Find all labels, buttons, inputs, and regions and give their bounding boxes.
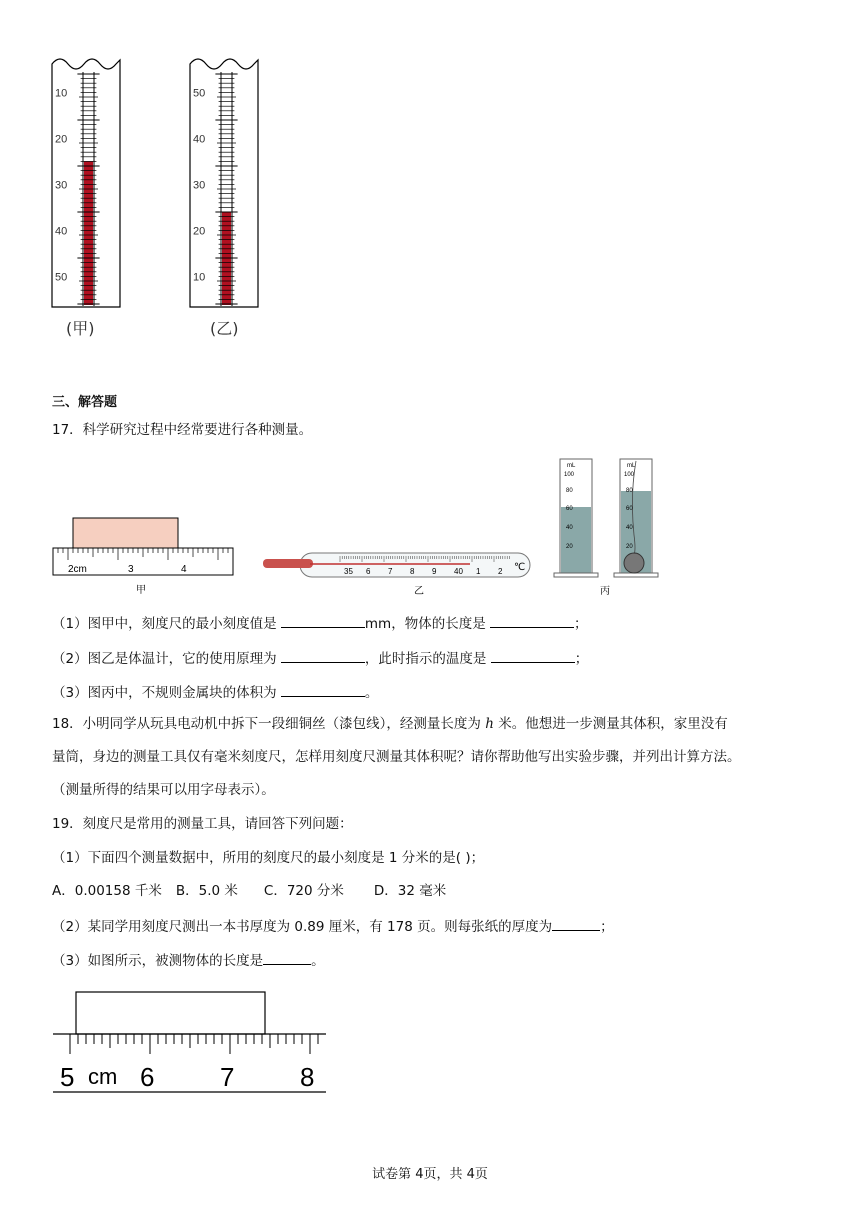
svg-text:20: 20 (626, 544, 633, 550)
cylinder-right (614, 459, 658, 577)
fig-caption-yi: 乙 (414, 586, 424, 597)
thermometer-jia (52, 59, 120, 307)
ruler-label-cm: cm (88, 1064, 118, 1089)
svg-text:100: 100 (564, 472, 575, 478)
scale-label: 50 (55, 271, 68, 284)
ruler-label-6: 6 (140, 1062, 155, 1092)
ruler-label-8: 8 (300, 1062, 315, 1092)
page-footer: 试卷第 4页，共 4页 (372, 1167, 488, 1182)
thermometer-jia-label: (甲) (66, 319, 95, 338)
scale-label: 30 (193, 179, 206, 192)
section-title: 三、解答题 (52, 395, 118, 410)
ruler-label-3: 3 (128, 564, 134, 575)
svg-text:80: 80 (626, 488, 633, 494)
svg-text:mL: mL (627, 463, 636, 469)
scale-label: 40 (193, 133, 206, 146)
ruler-label-7: 7 (220, 1062, 235, 1092)
scale-label: 10 (55, 87, 68, 100)
q19-options (52, 882, 446, 900)
scale-label: 2 (498, 567, 503, 576)
scale-label: 20 (193, 225, 206, 238)
svg-text:20: 20 (566, 544, 573, 550)
ruler-label-4: 4 (181, 564, 187, 575)
scale-label: 50 (193, 87, 206, 100)
scale-label: 8 (410, 567, 415, 576)
answer-blank[interactable] (491, 648, 575, 663)
option-c[interactable]: C．720 分米 (263, 883, 344, 899)
svg-text:40: 40 (626, 525, 633, 531)
answer-blank[interactable] (263, 950, 311, 965)
q17-cylinders (552, 455, 662, 597)
scale-label: 7 (388, 567, 393, 576)
metal-block (624, 553, 644, 573)
q17-ruler-figure (50, 515, 240, 595)
ruler-label-2cm: 2cm (68, 564, 87, 575)
q18-line2: 量筒，身边的测量工具仅有毫米刻度尺，怎样用刻度尺测量其体积呢？请你帮助他写出实验步骤，并列出计算方法。 (52, 749, 741, 765)
scale-label: 35 (344, 567, 353, 576)
answer-blank[interactable] (281, 648, 365, 663)
option-a[interactable]: A．0.00158 千米 (52, 883, 162, 899)
fig-caption-bing: 丙 (600, 586, 610, 597)
clinical-unit: ℃ (514, 562, 526, 573)
q19-part3: （3）如图所示，被测物体的长度是 。 (52, 950, 325, 970)
svg-text:60: 60 (566, 506, 573, 512)
scale-label: 1 (476, 567, 481, 576)
q17-part2: （2）图乙是体温计，它的使用原理为 ，此时指示的温度是 ； (52, 648, 588, 668)
thermometer-yi-label: (乙) (210, 319, 239, 338)
answer-blank[interactable] (281, 613, 365, 628)
svg-text:mL: mL (567, 463, 576, 469)
answer-blank[interactable] (490, 613, 574, 628)
svg-text:80: 80 (566, 488, 573, 494)
cylinder-left (554, 459, 598, 577)
answer-blank[interactable] (281, 682, 365, 697)
fig-caption-jia: 甲 (136, 585, 146, 595)
q18-line3: （测量所得的结果可以用字母表示）。 (52, 782, 275, 798)
measured-block (73, 518, 178, 548)
scale-label: 10 (193, 271, 206, 284)
liquid-column-jia (84, 161, 93, 305)
scale-label: 40 (55, 225, 68, 238)
ruler-label-5: 5 (60, 1062, 75, 1092)
q17-part1: （1）图甲中，刻度尺的最小刻度值是 mm，物体的长度是 ； (52, 613, 587, 633)
q19-stem: 19．刻度尺是常用的测量工具，请回答下列问题： (52, 816, 353, 832)
q19-ruler-figure (48, 988, 333, 1096)
scale-label: 20 (55, 133, 68, 146)
svg-text:100: 100 (624, 472, 635, 478)
q17-part3: （3）图丙中，不规则金属块的体积为 。 (52, 682, 378, 702)
scale-label: 30 (55, 179, 68, 192)
thermometer-figure (40, 52, 290, 347)
thermometer-yi (190, 59, 258, 307)
q17-clinical-thermometer (260, 548, 540, 598)
q19-part2: （2）某同学用刻度尺测出一本书厚度为 0.89 厘米，有 178 页。则每张纸的厚度为 ； (52, 916, 614, 936)
svg-text:40: 40 (566, 525, 573, 531)
scale-label: 9 (432, 567, 437, 576)
svg-text:60: 60 (626, 506, 633, 512)
q18-line1: 18．小明同学从玩具电动机中拆下一段细铜丝（漆包线），经测量长度为 h 米。他想进一步测量其体积，家里没有 (52, 716, 728, 732)
measured-object (76, 992, 265, 1034)
option-b[interactable]: B．5.0 米 (175, 883, 238, 899)
answer-blank[interactable] (552, 916, 600, 931)
scale-label: 6 (366, 567, 371, 576)
q19-part1: （1）下面四个测量数据中，所用的刻度尺的最小刻度是 1 分米的是( )； (52, 850, 485, 866)
option-d[interactable]: D．32 毫米 (373, 883, 447, 899)
scale-label: 40 (454, 567, 463, 576)
q17-stem: 17．科学研究过程中经常要进行各种测量。 (52, 422, 313, 438)
